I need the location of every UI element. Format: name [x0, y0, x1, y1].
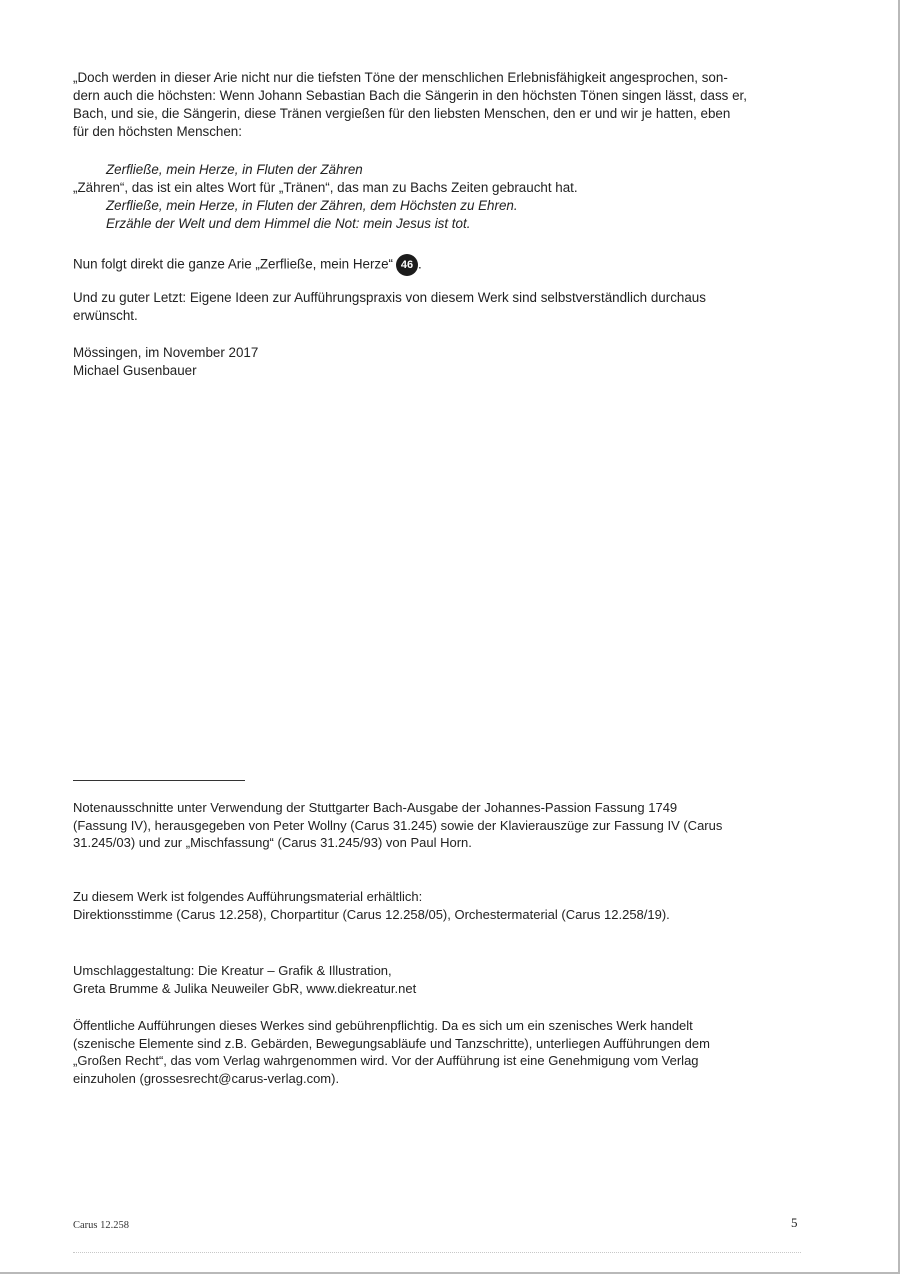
verse-block — [73, 161, 808, 233]
arie-paragraph — [73, 254, 808, 276]
footer-dotted-line — [73, 1252, 801, 1253]
intro-paragraph — [73, 69, 808, 141]
intro-line: dern auch die höchsten: Wenn Johann Sebastian Bach die Sängerin in den höchsten Tönen singen lässt, dass er, — [73, 88, 747, 103]
intro-line: „Doch werden in dieser Arie nicht nur die tiefsten Töne der menschlichen Erlebnisfähigkeit angesprochen, son- — [73, 70, 728, 85]
place-date: Mössingen, im November 2017 — [73, 345, 259, 360]
verse-line-4: Erzähle der Welt und dem Himmel die Not: mein Jesus ist tot. — [106, 216, 471, 231]
track-number-badge: 46 — [396, 254, 418, 276]
signature-block — [73, 344, 808, 380]
rights-line: (szenische Elemente sind z.B. Gebärden, Bewegungsabläufe und Tanzschritte), unterliegen Aufführungen dem — [73, 1035, 710, 1051]
notes-line: Notenausschnitte unter Verwendung der Stuttgarter Bach-Ausgabe der Johannes-Passion Fassung 1749 — [73, 800, 678, 815]
rights-line: Öffentliche Aufführungen dieses Werkes sind gebührenpflichtig. Da es sich um ein szenisches Werk handelt — [73, 1018, 693, 1033]
arie-period: . — [418, 256, 422, 272]
verse-line-3: Zerfließe, mein Herze, in Fluten der Zähren, dem Höchsten zu Ehren. — [106, 198, 518, 213]
performance-material-paragraph — [73, 888, 808, 923]
performance-rights-paragraph — [73, 1017, 808, 1087]
closing-line: Und zu guter Letzt: Eigene Ideen zur Aufführungspraxis von diesem Werk sind selbstverständlich durchaus — [73, 290, 706, 305]
footnote-divider — [73, 780, 245, 781]
rights-line: einzuholen (grossesrecht@carus-verlag.com). — [73, 1070, 340, 1086]
footer-catalog-code: Carus 12.258 — [73, 1220, 129, 1231]
verse-line-1: Zerfließe, mein Herze, in Fluten der Zähren — [106, 162, 363, 177]
closing-line: erwünscht. — [73, 308, 138, 323]
notes-line: (Fassung IV), herausgegeben von Peter Wollny (Carus 31.245) sowie der Klavierauszüge zur Fassung IV (Carus — [73, 817, 723, 833]
intro-line: Bach, und sie, die Sängerin, diese Tränen vergießen für den liebsten Menschen, den er und wir je hatten, eben — [73, 106, 731, 121]
material-line: Zu diesem Werk ist folgendes Aufführungsmaterial erhältlich: — [73, 889, 423, 904]
intro-line: für den höchsten Menschen: — [73, 124, 242, 139]
closing-paragraph — [73, 289, 808, 325]
verse-explanation: „Zähren“, das ist ein altes Wort für „Tränen“, das man zu Bachs Zeiten gebraucht hat. — [73, 180, 578, 195]
material-line: Direktionsstimme (Carus 12.258), Chorpartitur (Carus 12.258/05), Orchestermaterial (Carus 12.258/19). — [73, 906, 670, 922]
page-number: 5 — [791, 1215, 798, 1230]
arie-text: Nun folgt direkt die ganze Arie „Zerfließe, mein Herze“ — [73, 256, 394, 272]
cover-design-credit — [73, 962, 808, 997]
rights-line: „Großen Recht“, das vom Verlag wahrgenommen wird. Vor der Aufführung ist eine Genehmigung vom Verlag — [73, 1053, 699, 1068]
notes-credit-paragraph — [73, 799, 808, 852]
notes-line: 31.245/03) und zur „Mischfassung“ (Carus 31.245/93) von Paul Horn. — [73, 835, 472, 850]
author-name: Michael Gusenbauer — [73, 363, 197, 378]
cover-line: Greta Brumme & Julika Neuweiler GbR, www.diekreatur.net — [73, 980, 417, 996]
cover-line: Umschlaggestaltung: Die Kreatur – Grafik & Illustration, — [73, 963, 392, 978]
